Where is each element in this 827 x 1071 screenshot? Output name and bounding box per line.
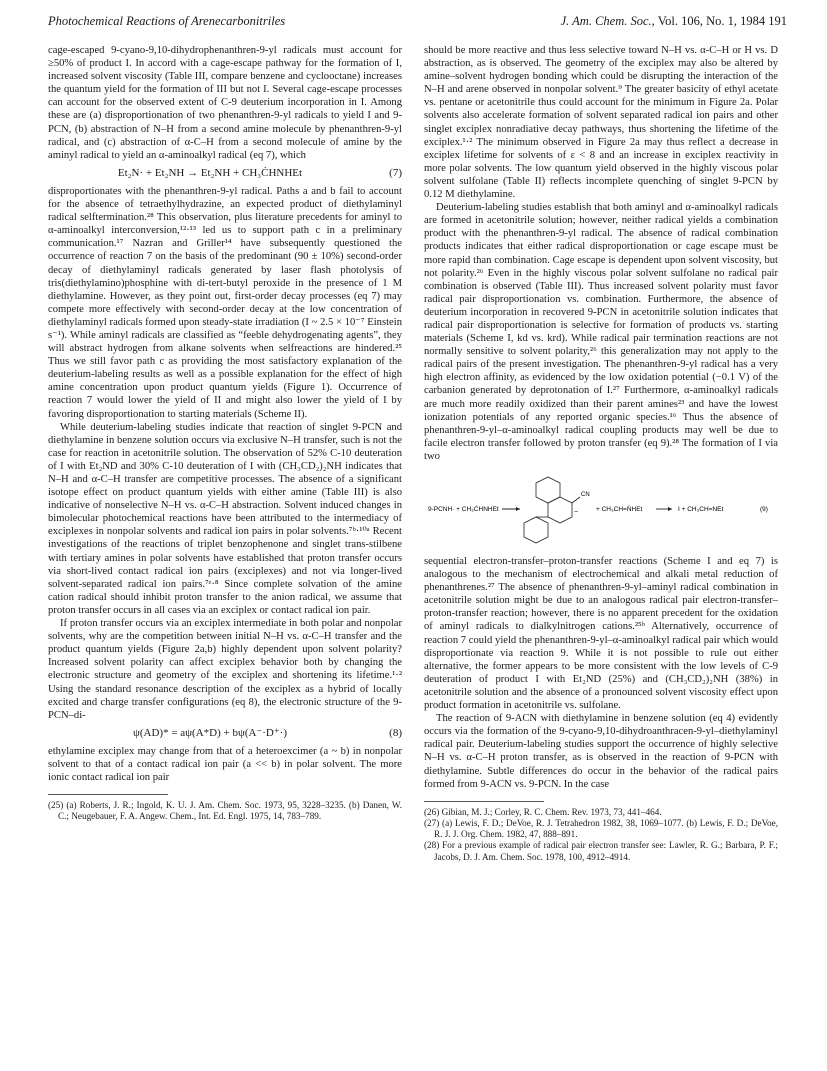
- eq9-reactants: 9-PCNH· + CH₃ĊHNHEt: [428, 506, 499, 513]
- right-column: [424, 44, 778, 863]
- footnote-rule: [424, 801, 544, 802]
- equation-number: (8): [389, 726, 402, 739]
- paragraph: disproportionates with the phenanthren-9-yl radical. Paths a and b fail to account for the absence of tetraethylhydrazine, an expected product of diethylaminyl radical selftermination.²⁸ This observation, plus literature precedents for aminyl to α-aminoalkyl interconversion,¹²·¹³ led us to support path c in a preliminary communication.¹⁷ Nazran and Griller¹⁴ have subsequently questioned the occurrence of reaction 7 on the basis of the predominant (90 ± 10%) second-order decay of diethylaminyl radicals generated by laser flash photolysis of tris(diethylamino)phosphine with di-tert-butyl peroxide in the presence of 1 M diethylamine. However, as they point out, first-order decay processes (eq 7) may compete more effectively with second-order decay at the low concentration of diethylaminyl radicals formed upon steady-state irradiation (I ~ 2.5 × 10⁻⁷ Einstein s⁻¹). While aminyl radicals are classified as “feeble dehydrogenating agents”, they will abstract hydrogen from alkane solvents when selfreactions are hindered.²⁵ Thus we still favor path c as providing the most satisfactory explanation of the deuterium-labeling results as well as a possible explanation for the effect of high amine concentration upon product quantum yields (Figure 1). Occurrence of reaction 7 would lower the yield of II and might also lower the yield of I by favoring disproportionation to starting materials (Scheme II).: [48, 185, 402, 420]
- equation-number: (7): [389, 166, 402, 179]
- paragraph: If proton transfer occurs via an exciplex intermediate in both polar and nonpolar solvents, why are the competition between initial N–H vs. α-C–H transfer and the product quantum yields (Figure 2a,b) highly dependent upon solvent polarity? Increased solvent polarity can affect exciplex behavior both by changing the electronic structure and geometry of the exciplex and shortening its lifetime.¹·² Using the standard resonance description of the exciplex as a hybrid of locally excited and charge transfer configurations (eq 8), the electronic structure of the 9-PCN–di-: [48, 618, 402, 721]
- reference-28: (28) For a previous example of radical pair electron transfer see: Lawler, R. G.; Barbara, P. F.; Jacobs, D. J. Am. Chem. Soc. 1978, 100, 4912–4914.: [424, 840, 778, 862]
- phenanthrene-anion-structure: [524, 477, 580, 543]
- reference-26: (26) Gibian, M. J.; Corley, R. C. Chem. Rev. 1973, 73, 441–464.: [424, 806, 662, 817]
- paragraph: While deuterium-labeling studies indicate that reaction of singlet 9-PCN and diethylamine in benzene solution occurs via exclusive N–H transfer, such is not the case for reaction in acetonitrile solution. The observation of 52% C-10 deuteration of I with Et₂ND and 30% C-10 deuteration of I with (CH₃CD₂)₂NH indicates that N–H and α-C–H transfer are competitive processes. The absence of a significant isotope effect on product quantum yields with either amine (Table III) is also indicative of nonselective N–H vs. α-C–H abstraction. Solvent induced changes in bimolecular photochemical reactions have been attributed to the intermediacy of exciplexes in nonpolar solvents and radical ion pairs in polar solvents.⁷ᵇ·¹⁰ᵃ Recent investigations of the reactions of triplet benzophenone and singlet trans-stilbene with tertiary amines in polar solvents have established that proton transfer occurs via short-lived contact radical ion pairs (exciplexes) and not via longer-lived solvent-separated radical ion pairs.⁷ᵉ·⁸ Since complete solvation of the amine cation radical should inhibit proton transfer to the anion radical, we assume that proton transfer occurs in all cases via an exciplex or contact radical ion pair.: [48, 421, 402, 616]
- paragraph: ethylamine exciplex may change from that of a heteroexcimer (a ~ b) in nonpolar solvent to that of a contact radical ion pair (a << b) in polar solvent. The more ionic contact radical ion pair: [48, 745, 402, 784]
- journal-name: J. Am. Chem. Soc.,: [560, 14, 655, 28]
- arrowhead: [516, 507, 520, 511]
- arrowhead: [668, 507, 672, 511]
- equation-7: [48, 167, 402, 180]
- volume-page: Vol. 106, No. 1, 1984 191: [657, 14, 787, 28]
- equation-expression: Et₂N· + Et₂NH → Et₂NH + CH₃ĊHNHEt: [117, 166, 303, 179]
- running-header-title: Photochemical Reactions of Arenecarbonitriles: [48, 14, 286, 28]
- paragraph: The reaction of 9-ACN with diethylamine in benzene solution (eq 4) evidently occurs via the formation of the 9-cyano-9,10-dihydroanthracen-9-yl–diethylaminyl radical pair. Deuterium-labeling studies support the occurrence of highly selective N–H vs. α-C–H proton transfer, as is observed in the reaction of 9-PCN with diethylamine. Subtle differences do occur in the behavior of the radical pairs formed from 9-ACN vs. 9-PCN. In the case: [424, 713, 778, 790]
- footnotes: [48, 800, 402, 822]
- anion-charge: −: [574, 509, 579, 516]
- equation-8: [48, 727, 402, 740]
- paragraph: cage-escaped 9-cyano-9,10-dihydrophenanthren-9-yl radicals must account for ≥50% of product I. In accord with a cage-escape pathway for the formation of I, increased solvent viscosity (Table III, compare benzene and cyclooctane) increases the quantum yield for the formation of III but not I. Several cage-escape processes can account for the observed extent of C-9 deuterium incorporation in I. Among these are (a) disproportionation of two phenanthren-9-yl radicals to yield I and 9-PCN, (b) abstraction of N–H from a second amine molecule by phenanthren-9-yl radical, and (c) abstraction of α-C–H from a second molecule of amine by the aminyl radical to yield an α-aminoalkyl radical (eq 7), which: [48, 45, 402, 161]
- eq9-number: (9): [760, 506, 768, 513]
- footnotes: [424, 807, 778, 863]
- equation-9-scheme: [424, 469, 778, 549]
- reference-25: (25) (a) Roberts, J. R.; Ingold, K. U. J. Am. Chem. Soc. 1973, 95, 3228–3235. (b) Danen, W. C.; Neugebauer, F. A. Angew. Chem., Int. Ed. Engl. 1975, 14, 783–789.: [48, 800, 402, 822]
- paragraph: sequential electron-transfer–proton-transfer reactions (Scheme I and eq 7) is analogous to the mechanism of electrochemical and alkali metal reduction of phenanthrenes.²⁷ The absence of phenanthren-9-yl–aminyl radical combination in acetonitrile solution might be due to an analogous radical pair electron-transfer–proton-transfer reaction; however, there is no apparent precedent for the oxidation of aminyl radicals to dialkylnitrogen cations.²⁵ᵇ Alternatively, occurrence of reaction 7 could yield the phenanthren-9-yl–α-aminoalkyl radical pair which would disproportionate via reaction 9. While it is not possible to rule out either alternative, the former appears to be more consistent with the low levels of C-9 deuteration of product I with Et₂ND (25%) and (CH₃CD₂)₂NH (38%) in acetonitrile solution and the absence of a pronounced solvent viscosity effect upon product formation in acetonitrile vs. sulfolane.: [424, 556, 778, 712]
- equation-expression: ψ(AD)* = aψ(A*D) + bψ(A⁻·D⁺·): [132, 726, 288, 739]
- reference-27: (27) (a) Lewis, F. D.; DeVoe, R. J. Tetrahedron 1982, 38, 1069–1077. (b) Lewis, F. D.; DeVoe, R. J. J. Org. Chem. 1982, 47, 888–891.: [424, 817, 778, 840]
- paragraph: Deuterium-labeling studies establish that both aminyl and α-aminoalkyl radicals are formed in acetonitrile solution; however, neither radical yields a combination product with the phenanthren-9-yl radical. The absence of radical combination products indicates that either radical disproportionation or cage escape must be more rapid than combination. Cage escape is dependent upon solvent viscosity, but not polarity.²⁶ Even in the highly viscous polar solvent sulfolane no radical pair combination is observed (Table III). Thus increased solvent polarity must favor radical pair disproportionation vs. combination. Furthermore, the absence of deuterium incorporation in recovered 9-PCN in acetonitrile solution indicates that radical pair disproportionation is selective for formation of products vs. starting materials (Scheme I, kd vs. krd). While radical pair termination reactions are not normally sensitive to solvent polarity,²⁶ this generalization may not apply to the radical pairs of the present investigation. The phenanthren-9-yl radical has a very high electron affinity, as evidenced by the low oxidation potential (−0.1 V) of the carbanion generated by deprotonation of I.²⁷ Furthermore, α-aminoalkyl radicals are much more readily oxidized than their parent amines²³ and have the lowest ionization potentials of any reported organic species.¹⁶ Thus the absence of phenanthren-9-yl–α-aminoalkyl radical coupling products may well be due to facile electron transfer followed by proton transfer (eq 9).²⁸ The formation of I via two: [424, 202, 778, 462]
- left-column: [48, 44, 402, 823]
- eq9-products: I + CH₃CH=NEt: [678, 506, 724, 513]
- running-header-journal: [561, 14, 787, 29]
- reaction-scheme-graphic: [424, 469, 778, 549]
- footnote-rule: [48, 794, 168, 795]
- cn-label: CN: [581, 492, 590, 498]
- paragraph: should be more reactive and thus less selective toward N–H vs. α-C–H or H vs. D abstraction, as is observed. The geometry of the exciplex may also be altered by amine–solvent hydrogen bonding which could be disrupting the interaction of the N–H and arene observed in nonpolar solvent.⁹ The greater basicity of ethyl acetate vs. pentane or acetonitrile thus could account for the minimum in Figure 2a. Polar solvents also accelerate formation of solvent separated radical ion pairs and other singlet exciplex nonradiative decay pathways, thus shortening the lifetime of the exciplex.¹·² The minimum observed in Figure 2a may thus reflect a decrease in exciplex lifetime for solvents of ε < 8 and an increase in exciplex reactivity in more polar solvents. The low quantum yield observed in the highly viscous polar solvent sulfolane (Table II) reflects incomplete quenching of singlet 9-PCN by 0.12 M diethylamine.: [424, 45, 778, 201]
- eq9-intermediate: + CH₃CH=N̈HEt: [596, 506, 643, 513]
